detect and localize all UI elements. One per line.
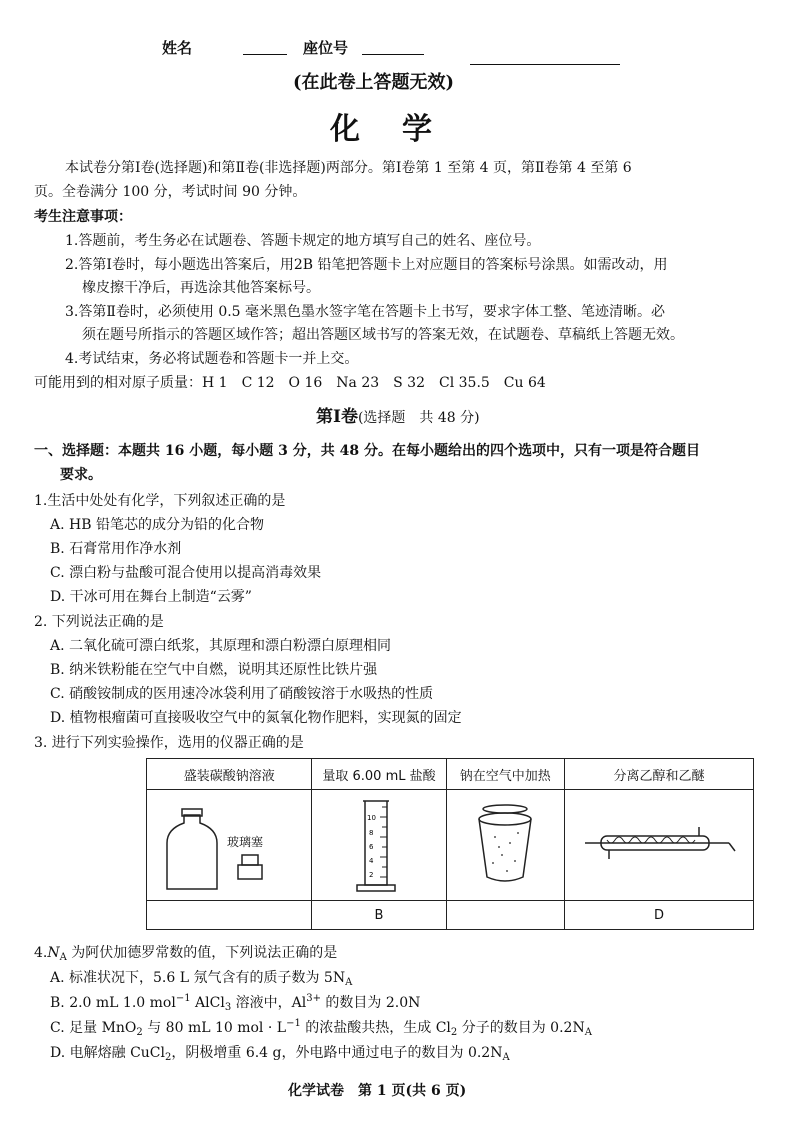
name-label: 姓名 [162, 39, 193, 57]
q2-option-c[interactable]: C. 硝酸铵制成的医用速冷冰袋利用了硝酸铵溶于水吸热的性质 [50, 686, 434, 702]
reagent-bottle-icon [159, 793, 299, 897]
page-title: 化 学 [330, 112, 438, 147]
q2-stem: 2. 下列说法正确的是 [34, 614, 164, 630]
notes-heading: 考生注意事项： [34, 209, 132, 225]
q2-option-b[interactable]: B. 纳米铁粉能在空气中自燃，说明其还原性比铁片强 [50, 662, 378, 678]
q4-option-c[interactable]: C. 足量 MnO$_2$ 与 80 mL 10 mol · $L^{-1}$ 的浓盐酸共热，生成 $Cl_2$ 分子的数目为 $0.2N_A$ [50, 1018, 592, 1038]
no-answer-notice: (在此卷上答题无效) [293, 72, 455, 93]
q1-option-d[interactable]: D. 干冰可用在舞台上制造“云雾” [50, 589, 252, 605]
section-instructions-2: 要求。 [60, 467, 102, 483]
name-blank[interactable] [243, 40, 287, 55]
q1-option-a[interactable]: A. HB 铅笔芯的成分为铅的化合物 [50, 517, 264, 533]
q4-option-a[interactable]: A. 标准状况下，5.6 L 氖气含有的质子数为 $5N_A$ [50, 970, 353, 988]
q3-apparatus-d [565, 790, 754, 901]
q3-header-d: 分离乙醇和乙醚 [565, 759, 754, 790]
cylinder-tick-2: 2 [368, 871, 374, 879]
seat-label: 座位号 [303, 39, 349, 57]
graduated-cylinder-icon [349, 793, 409, 897]
cylinder-tick-4: 4 [368, 857, 374, 865]
cylinder-tick-6: 6 [368, 843, 374, 851]
q3-answer-c [446, 901, 565, 930]
section-title: 第Ⅰ卷 [316, 407, 358, 427]
note-3b: 须在题号所指示的答题区域作答；超出答题区域书写的答案无效，在试题卷、草稿纸上答题无效。 [82, 327, 684, 343]
q3-header-b: 量取 6.00 mL 盐酸 [312, 759, 446, 790]
q4-stem: $4.N_A$ 为阿伏加德罗常数的值，下列说法正确的是 [34, 945, 338, 963]
intro-line-2: 页。全卷满分 100 分，考试时间 90 分钟。 [34, 184, 307, 200]
atomic-masses: 可能用到的相对原子质量：H 1 C 12 O 16 Na 23 S 32 Cl 35.5 Cu 64 [34, 375, 546, 391]
crucible-icon [455, 793, 555, 897]
q3-answer-d: D [565, 901, 754, 930]
q1-option-c[interactable]: C. 漂白粉与盐酸可混合使用以提高消毒效果 [50, 565, 322, 581]
q3-answer-a [147, 901, 312, 930]
seat-blank[interactable] [362, 40, 424, 55]
note-3a: 3.答第Ⅱ卷时，必须使用 0.5 毫米黑色墨水签字笔在答题卡上书写，要求字体工整、笔迹清晰。必 [65, 304, 666, 320]
q3-header-a: 盛装碳酸钠溶液 [147, 759, 312, 790]
note-4: 4.考试结束，务必将试题卷和答题卡一并上交。 [65, 351, 359, 367]
q2-option-a[interactable]: A. 二氧化硫可漂白纸浆，其原理和漂白粉漂白原理相同 [50, 638, 392, 654]
condenser-icon [579, 793, 739, 897]
cylinder-tick-8: 8 [368, 829, 374, 837]
section-heading [316, 402, 480, 427]
page-footer: 化学试卷 第 1 页(共 6 页) [288, 1083, 467, 1099]
q4-option-b[interactable]: B. 2.0 mL 1.0 mol$^{-1}$ AlCl$_3$ 溶液中，$Al^{3+}$ 的数目为 2.0N [50, 993, 421, 1013]
section-instructions-1: 一、选择题：本题共 16 小题，每小题 3 分，共 48 分。在每小题给出的四个选项中，只有一项是符合题目 [34, 443, 700, 459]
intro-line-1: 本试卷分第Ⅰ卷(选择题)和第Ⅱ卷(非选择题)两部分。第Ⅰ卷第 1 至第 4 页，第Ⅱ卷第 4 至第 6 [65, 160, 632, 176]
q4-option-d[interactable]: D. 电解熔融 CuCl$_2$，阴极增重 6.4 g，外电路中通过电子的数目为 $0.2N_A$ [50, 1045, 510, 1063]
q3-answer-b: B [312, 901, 446, 930]
q3-apparatus-table [146, 758, 754, 930]
q3-apparatus-a [147, 790, 312, 901]
q1-stem: 1.生活中处处有化学，下列叙述正确的是 [34, 493, 286, 509]
cylinder-tick-10: 10 [366, 814, 376, 822]
q3-apparatus-c [446, 790, 565, 901]
stopper-label: 玻璃塞 [227, 835, 264, 849]
note-1: 1.答题前，考生务必在试题卷、答题卡规定的地方填写自己的姓名、座位号。 [65, 233, 541, 249]
q2-option-d[interactable]: D. 植物根瘤菌可直接吸收空气中的氮氧化物作肥料，实现氮的固定 [50, 710, 462, 726]
exam-number-blank[interactable] [470, 50, 620, 65]
note-2b: 橡皮擦干净后，再选涂其他答案标号。 [82, 280, 320, 296]
q1-option-b[interactable]: B. 石膏常用作净水剂 [50, 541, 182, 557]
note-2a: 2.答第Ⅰ卷时，每小题选出答案后，用2B 铅笔把答题卡上对应题目的答案标号涂黑。如需改动，用 [65, 257, 668, 273]
q3-apparatus-b [312, 790, 446, 901]
q3-stem: 3. 进行下列实验操作，选用的仪器正确的是 [34, 735, 304, 751]
q3-header-c: 钠在空气中加热 [446, 759, 565, 790]
section-subtitle: (选择题 共 48 分) [357, 410, 480, 426]
